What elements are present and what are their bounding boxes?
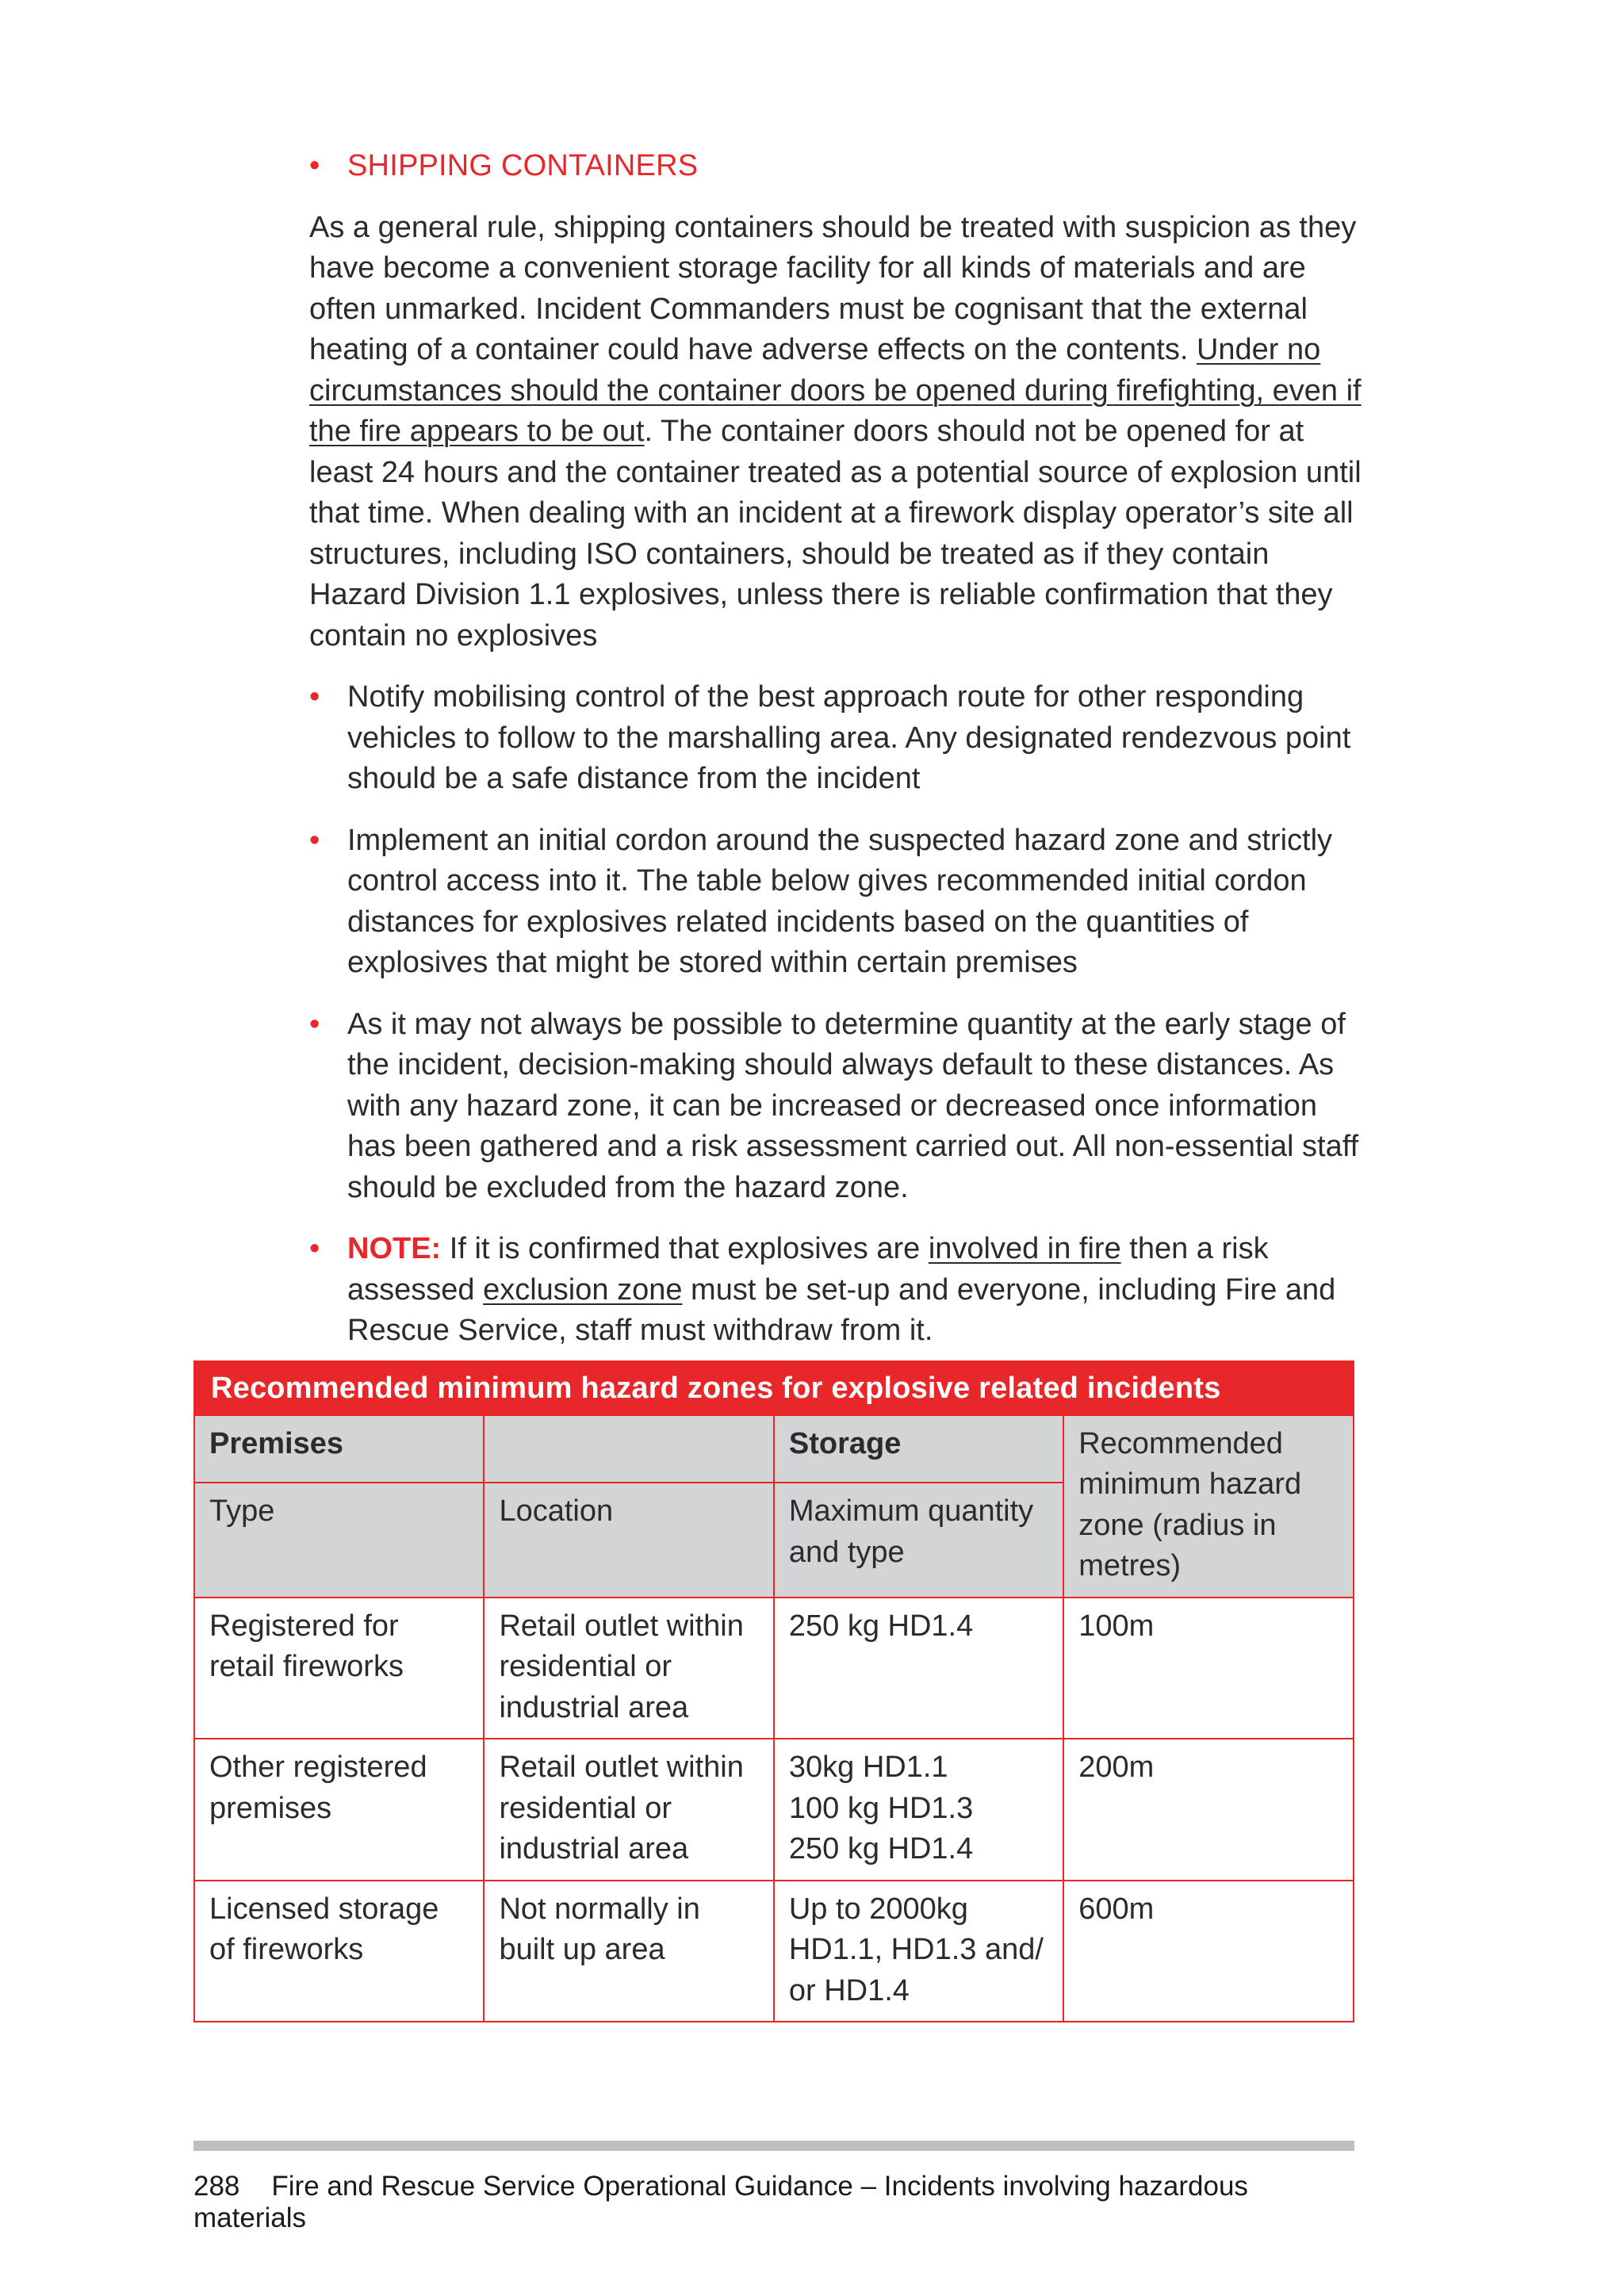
header-quantity: Maximum quantity and type <box>774 1483 1063 1597</box>
cell-zone: 200m <box>1063 1739 1354 1881</box>
bullet-icon: • <box>309 823 320 857</box>
shipping-containers-paragraph: As a general rule, shipping containers should be treated with suspicion as they have become a convenient storage facility for all kinds of materials and are often unmarked. Incident Commanders must be cognisant that the external heating of a container could have adverse effects on the contents. Under no circumstances should the container doors be opened during firefighting, even if the fire appears to be out. The container doors should not be opened for at least 24 hours and the container treated as a potential source of explosion until that time. When dealing with an incident at a firework display operator’s site all structures, including ISO containers, should be treated as if they contain Hazard Division 1.1 explosives, unless there is reliable confirmation that they contain no explosives <box>309 210 1362 652</box>
header-empty <box>484 1415 773 1483</box>
table-row <box>194 1881 1354 2022</box>
table-row <box>194 1739 1354 1881</box>
cell-type: Registered for retail fireworks <box>194 1598 484 1739</box>
bullet-notify-control: • Notify mobilising control of the best approach route for other responding vehicles to follow to the marshalling area. Any designated rendezvous point should be a safe distance from the incident <box>309 677 1364 800</box>
bullet-note: • NOTE: If it is confirmed that explosives are involved in fire then a risk assessed exclusion zone must be set-up and everyone, including Fire and Rescue Service, staff must withdraw from it. <box>309 1229 1364 1352</box>
cell-location: Retail outlet within residential or industrial area <box>484 1598 773 1739</box>
cell-storage: Up to 2000kg HD1.1, HD1.3 and/ or HD1.4 <box>774 1881 1063 2022</box>
hazard-zones-table <box>193 1360 1354 2022</box>
bullet-icon: • <box>309 680 320 714</box>
cell-zone: 600m <box>1063 1881 1354 2022</box>
table-header-row <box>194 1415 1354 1483</box>
cell-type: Licensed storage of fireworks <box>194 1881 484 2022</box>
cell-location: Retail outlet within residential or industrial area <box>484 1739 773 1881</box>
table-title: Recommended minimum hazard zones for explosive related incidents <box>194 1361 1354 1415</box>
cell-location: Not normally in built up area <box>484 1881 773 2022</box>
header-zone: Recommended minimum hazard zone (radius in metres) <box>1063 1415 1354 1598</box>
bullet-default-distances: • As it may not always be possible to determine quantity at the early stage of the incident, decision-making should always default to these distances. As with any hazard zone, it can be increased or decreased once information has been gathered and a risk assessment carried out. All non-essential staff should be excluded from the hazard zone. <box>309 1004 1364 1209</box>
main-content <box>309 146 1364 1372</box>
page-footer <box>193 2171 1354 2234</box>
table-row <box>194 1598 1354 1739</box>
header-storage: Storage <box>774 1415 1063 1483</box>
header-type: Type <box>194 1483 484 1597</box>
footer-title: Fire and Rescue Service Operational Guidance – Incidents involving hazardous materials <box>193 2171 1248 2233</box>
cell-type: Other registered premises <box>194 1739 484 1881</box>
note-label: NOTE: <box>347 1232 442 1265</box>
page-number: 288 <box>193 2171 240 2202</box>
table-title-row <box>194 1361 1354 1415</box>
cell-storage: 250 kg HD1.4 <box>774 1598 1063 1739</box>
cell-zone: 100m <box>1063 1598 1354 1739</box>
bullet-icon: • <box>309 1232 320 1265</box>
bullet-icon: • <box>309 1007 320 1041</box>
underlined-warning: Under no circumstances should the container doors be opened during firefighting, even if the fire appears to be out <box>309 333 1362 448</box>
footer-divider <box>193 2141 1354 2151</box>
bullet-initial-cordon: • Implement an initial cordon around the suspected hazard zone and strictly control access into it. The table below gives recommended initial cordon distances for explosives related incidents based on the quantities of explosives that might be stored within certain premises <box>309 821 1364 984</box>
header-location: Location <box>484 1483 773 1597</box>
bullet-icon: • <box>309 149 320 182</box>
shipping-containers-heading: • SHIPPING CONTAINERS <box>309 146 1364 187</box>
header-premises: Premises <box>194 1415 484 1483</box>
cell-storage: 30kg HD1.1 100 kg HD1.3 250 kg HD1.4 <box>774 1739 1063 1881</box>
